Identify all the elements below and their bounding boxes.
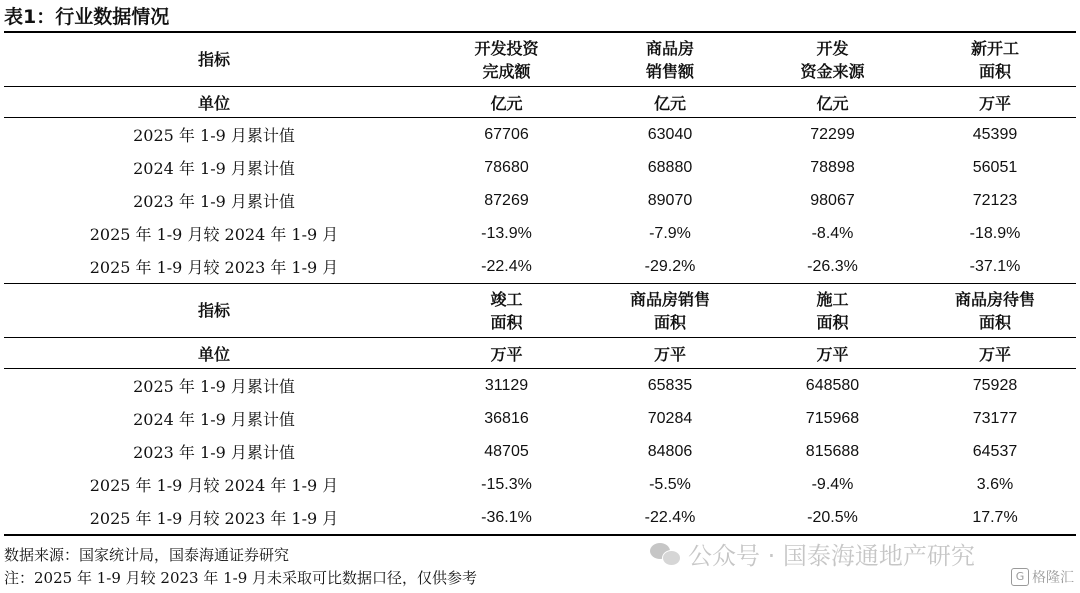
watermark-text: 公众号 · 国泰海通地产研究 [688, 542, 975, 570]
value-cell: -26.3% [807, 257, 858, 275]
value-cell: 715968 [805, 409, 860, 427]
row-label: 2023 年 1-9 月累计值 [133, 443, 295, 462]
value-cell: 648580 [751, 369, 914, 403]
value-cell: 89070 [647, 191, 693, 209]
unit-label: 单位 [4, 87, 424, 118]
row-label: 2024 年 1-9 月累计值 [133, 159, 295, 178]
watermark [650, 536, 975, 571]
value-cell: 17.7% [914, 501, 1076, 535]
row-label: 2025 年 1-9 月较 2024 年 1-9 月 [89, 225, 339, 244]
row-label: 2024 年 1-9 月累计值 [133, 410, 295, 429]
table-row [4, 217, 1076, 250]
value-cell: 78680 [484, 158, 529, 176]
value-cell: 70284 [647, 409, 693, 427]
unit-cell: 亿元 [424, 87, 589, 118]
value-cell: 815688 [805, 442, 860, 460]
unit-cell: 万平 [914, 87, 1076, 118]
row-label: 2025 年 1-9 月较 2024 年 1-9 月 [89, 476, 339, 495]
unit-cell: 亿元 [589, 87, 751, 118]
value-cell: 48705 [484, 442, 529, 460]
table-footnotes [4, 544, 477, 590]
brand-logo-icon: G [1011, 568, 1029, 586]
value-cell: 36816 [484, 409, 529, 427]
value-cell: 87269 [484, 191, 529, 209]
unit-cell: 万平 [589, 338, 751, 369]
header-cell: 施工 面积 [751, 284, 914, 338]
section2-header-row [4, 284, 1076, 338]
value-cell: 31129 [424, 369, 589, 403]
header-label: 指标 [4, 32, 424, 87]
header-label: 指标 [4, 284, 424, 338]
value-cell: -5.5% [649, 475, 691, 493]
value-cell: -22.4% [481, 257, 532, 275]
value-cell: -22.4% [589, 501, 751, 535]
row-label: 2025 年 1-9 月较 2023 年 1-9 月 [89, 258, 339, 277]
header-cell: 开发 资金来源 [751, 32, 914, 87]
value-cell: 84806 [647, 442, 693, 460]
section2-unit-row [4, 338, 1076, 369]
brand-mark [1011, 567, 1074, 587]
value-cell: 78898 [810, 158, 855, 176]
header-cell: 商品房待售 面积 [914, 284, 1076, 338]
value-cell: 64537 [972, 442, 1018, 460]
wechat-icon [650, 543, 680, 565]
value-cell: -20.5% [751, 501, 914, 535]
table-row [4, 402, 1076, 435]
row-label: 2023 年 1-9 月累计值 [133, 192, 295, 211]
section1-unit-row [4, 87, 1076, 118]
unit-label: 单位 [4, 338, 424, 369]
unit-cell: 万平 [424, 338, 589, 369]
value-cell: -36.1% [424, 501, 589, 535]
value-cell: 67706 [424, 118, 589, 152]
value-cell: 73177 [972, 409, 1018, 427]
value-cell: 56051 [972, 158, 1018, 176]
value-cell: 65835 [589, 369, 751, 403]
table-row [4, 501, 1076, 535]
value-cell: 98067 [810, 191, 855, 209]
unit-cell: 万平 [751, 338, 914, 369]
value-cell: -15.3% [481, 475, 532, 493]
value-cell: -13.9% [481, 224, 532, 242]
source-note: 数据来源：国家统计局，国泰海通证券研究 [4, 546, 290, 564]
table-row [4, 250, 1076, 284]
comparability-note: 注：2025 年 1-9 月较 2023 年 1-9 月未采取可比数据口径，仅供参考 [4, 569, 478, 587]
value-cell: -8.4% [811, 224, 854, 242]
value-cell: 72299 [751, 118, 914, 152]
row-label: 2025 年 1-9 月较 2023 年 1-9 月 [4, 501, 424, 535]
table-row [4, 369, 1076, 403]
header-cell: 商品房销售 面积 [589, 284, 751, 338]
unit-cell: 亿元 [751, 87, 914, 118]
table-row [4, 118, 1076, 152]
row-label: 2025 年 1-9 月累计值 [4, 369, 424, 403]
table-title: 表1：行业数据情况 [4, 6, 170, 28]
value-cell: -18.9% [969, 224, 1021, 242]
value-cell: -9.4% [811, 475, 854, 493]
header-cell: 竣工 面积 [424, 284, 589, 338]
row-label: 2025 年 1-9 月累计值 [4, 118, 424, 152]
table-row [4, 435, 1076, 468]
header-cell: 新开工 面积 [914, 32, 1076, 87]
header-cell: 商品房 销售额 [589, 32, 751, 87]
header-cell: 开发投资 完成额 [424, 32, 589, 87]
value-cell: -7.9% [649, 224, 691, 242]
value-cell: 72123 [972, 191, 1018, 209]
value-cell: -29.2% [644, 257, 696, 275]
brand-text: 格隆汇 [1032, 570, 1074, 586]
table-row [4, 151, 1076, 184]
industry-data-table [4, 31, 1076, 536]
value-cell: 45399 [914, 118, 1076, 152]
table-row [4, 468, 1076, 501]
value-cell: 63040 [589, 118, 751, 152]
unit-cell: 万平 [914, 338, 1076, 369]
value-cell: -37.1% [969, 257, 1021, 275]
value-cell: 3.6% [976, 475, 1014, 493]
value-cell: 75928 [914, 369, 1076, 403]
value-cell: 68880 [647, 158, 693, 176]
section1-header-row [4, 32, 1076, 87]
table-row [4, 184, 1076, 217]
